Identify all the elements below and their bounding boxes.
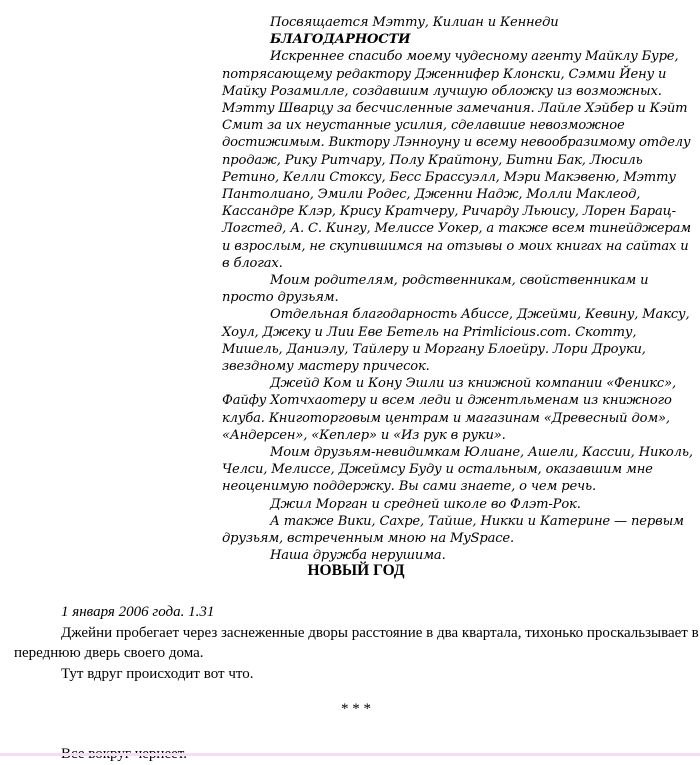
chapter-paragraph: Джейни пробегает через заснеженные дворы расстояние в два квартала, тихонько проскальзывает в переднюю дверь своего дома.	[14, 624, 699, 662]
acknowledgments-paragraph: Моим друзьям-невидимкам Юлиане, Ашели, Кассии, Николь, Челси, Мелиссе, Джеймсу Буду и остальным, оказавшим мне неоценимую поддержку. Вы сами знаете, о чем речь.	[222, 445, 693, 495]
acknowledgments-paragraph: Моим родителям, родственникам, свойственникам и просто друзьям.	[222, 273, 649, 306]
acknowledgments-paragraph: Отдельная благодарность Абиссе, Джейми, Кевину, Максу, Хоул, Джеку и Лии Еве Бетель на Primlicious.com. Скотту, Мишель, Даниэлу, Тайлеру и Моргану Блоейру. Лори Дроуки, звездному мастеру причесок.	[222, 307, 690, 375]
acknowledgments-paragraph: Наша дружба нерушима.	[270, 548, 446, 564]
front-matter	[222, 14, 700, 565]
chapter-paragraph: Тут вдруг происходит вот что.	[61, 665, 254, 682]
chapter-date-line: 1 января 2006 года. 1.31	[61, 604, 215, 621]
acknowledgments-paragraph: Джейд Ком и Кону Эшли из книжной компании «Феникс», Файфу Хотчхаотеру и всем леди и джентльменам из книжного клуба. Книготорговым центрам и магазинам «Древесный дом», «Андерсен», «Кеплер» и «Из рук в руки».	[222, 376, 676, 443]
acknowledgments-paragraph: А также Вики, Сахре, Тайше, Никки и Катерине — первым друзьям, встреченным мною на MySpace.	[222, 513, 684, 547]
acknowledgments-paragraph: Искреннее спасибо моему чудесному агенту Майклу Буре, потрясающему редактору Дженнифер Клонски, Сэмми Йену и Майку Розамилле, создавшим лучшую обложку из возможных. Мэтту Шварцу за бесчисленные замечания. Лайле Хэйбер и Кэйт Смит за их неустанные усилия, сделавшие невозможное достижимым. Виктору Лэнноуну и всему невообразимому отделу продаж, Рику Ритчару, Полу Крайтону, Битни Бак, Люсиль Ретино, Келли Стоксу, Бесс Брассуэлл, Мэри Макэвеню, Мэтту Пантолиано, Эмили Родес, Дженни Надж, Молли Маклеод, Кассандре Клэр, Крису Кратчеру, Ричарду Льюису, Лорен Барац-Логстед, А. С. Кингу, Мелиссе Уокер, а также всем тинейджерам и взрослым, не скупившимся на отзывы о моих книгах на сайтах и в блогах.	[222, 49, 691, 271]
chapter-title: НОВЫЙ ГОД	[307, 562, 405, 579]
acknowledgments-paragraph: Джил Морган и средней школе во Флэт-Рок.	[270, 496, 581, 512]
scene-separator: * * *	[341, 701, 371, 718]
dedication: Посвящается Мэтту, Килиан и Кеннеди	[270, 15, 559, 30]
acknowledgments-title: БЛАГОДАРНОСТИ	[270, 32, 411, 48]
chapter	[0, 561, 700, 765]
